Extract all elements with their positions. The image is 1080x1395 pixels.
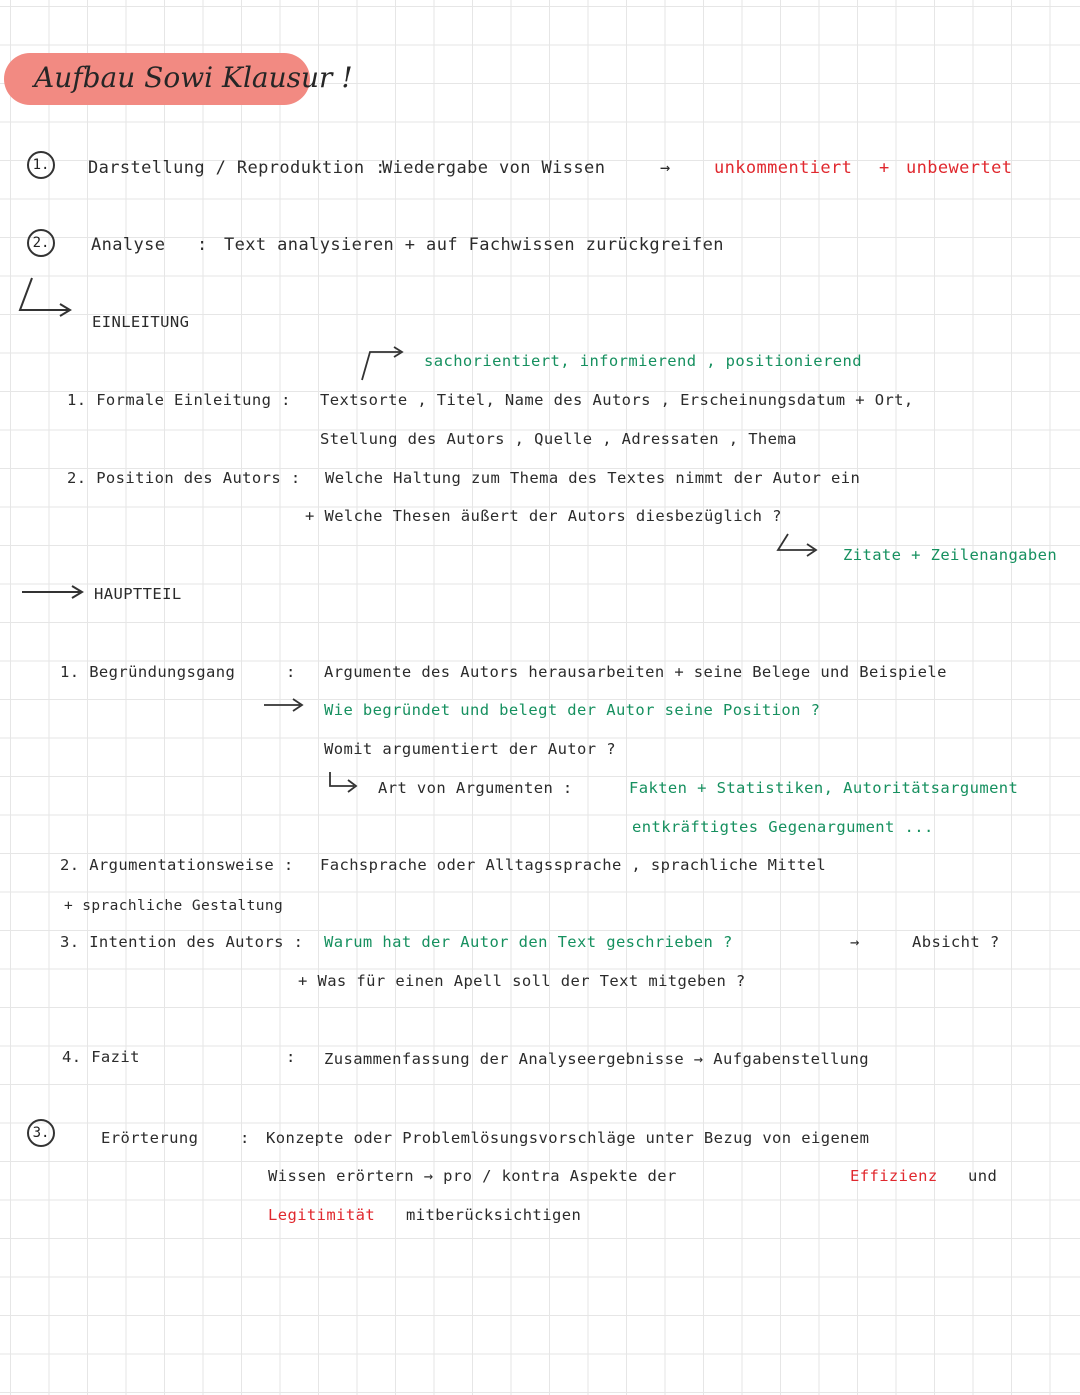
- hauptteil-item1-label: 1. Begründungsgang: [60, 663, 236, 681]
- hauptteil-item1-line4b: Fakten + Statistiken, Autoritätsargument: [629, 779, 1019, 797]
- s3-line3b: mitberücksichtigen: [406, 1206, 582, 1224]
- s3-line2b: und: [968, 1167, 998, 1185]
- einleitung-item1-line2: Stellung des Autors , Quelle , Adressaten , Thema: [320, 430, 797, 448]
- einleitung-heading: EINLEITUNG: [92, 313, 190, 331]
- einleitung-item1-line1: Textsorte , Titel, Name des Autors , Erscheinungsdatum + Ort,: [320, 391, 914, 409]
- s2-colon: :: [197, 235, 208, 255]
- hauptteil-heading: HAUPTTEIL: [94, 585, 182, 603]
- einleitung-item2-line2: + Welche Thesen äußert der Autors diesbezüglich ?: [305, 507, 782, 525]
- section-number-1: 1.: [27, 151, 55, 179]
- s3-line2a: Wissen erörtern → pro / kontra Aspekte der: [268, 1167, 677, 1185]
- hauptteil-item1-line1: Argumente des Autors herausarbeiten + seine Belege und Beispiele: [324, 663, 947, 681]
- einleitung-item2-sub: Zitate + Zeilenangaben: [843, 546, 1058, 564]
- hauptteil-item1-colon: :: [286, 663, 296, 681]
- s3-colon: :: [240, 1129, 250, 1147]
- s2-label: Analyse: [91, 235, 166, 255]
- hauptteil-item3-line1: Warum hat der Autor den Text geschrieben ?: [324, 933, 733, 951]
- page-title: Aufbau Sowi Klausur !: [34, 61, 353, 94]
- argumente-arrow-icon: [326, 770, 360, 794]
- zitate-arrow-icon: [774, 532, 824, 556]
- s1-arrow: →: [660, 158, 671, 178]
- einleitung-branch: sachorientiert, informierend , positionierend: [424, 352, 862, 370]
- s1-red-unbewertet: unbewertet: [906, 158, 1013, 178]
- hauptteil-item2-sub: + sprachliche Gestaltung: [64, 898, 284, 914]
- section-number-2: 2.: [27, 229, 55, 257]
- hauptteil-item1-line4a: Art von Argumenten :: [378, 779, 573, 797]
- s3-line3-legitimitaet: Legitimität: [268, 1206, 376, 1224]
- hauptteil-item1-line3: Womit argumentiert der Autor ?: [324, 740, 616, 758]
- hauptteil-arrow-icon: [20, 582, 84, 602]
- s3-label: Erörterung: [101, 1129, 199, 1147]
- einleitung-item2-line1: Welche Haltung zum Thema des Textes nimmt der Autor ein: [325, 469, 861, 487]
- hauptteil-item1-line5: entkräftigtes Gegenargument ...: [632, 818, 934, 836]
- hauptteil-item3-label: 3. Intention des Autors :: [60, 933, 304, 951]
- corner-arrow-icon: [16, 276, 76, 316]
- s3-line1: Konzepte oder Problemlösungsvorschläge unter Bezug von eigenem: [266, 1129, 870, 1147]
- einleitung-item2-label: 2. Position des Autors :: [67, 469, 301, 487]
- hauptteil-item4-label: 4. Fazit: [62, 1048, 140, 1066]
- hauptteil-item3-arrow: →: [850, 933, 860, 951]
- einleitung-item1-label: 1. Formale Einleitung :: [67, 391, 291, 409]
- hauptteil-item2-label: 2. Argumentationsweise :: [60, 856, 294, 874]
- s3-line2-effizienz: Effizienz: [850, 1167, 938, 1185]
- s1-label: Darstellung / Reproduktion :: [88, 158, 386, 178]
- hauptteil-item2-line1: Fachsprache oder Alltagssprache , sprachliche Mittel: [320, 856, 827, 874]
- hauptteil-item3-absicht: Absicht ?: [912, 933, 1000, 951]
- hauptteil-item4-colon: :: [286, 1048, 296, 1066]
- section-number-3: 3.: [27, 1119, 55, 1147]
- branch-arrow-icon: [356, 346, 416, 382]
- s1-red-unkommentiert: unkommentiert: [714, 158, 853, 178]
- s1-text: Wiedergabe von Wissen: [382, 158, 606, 178]
- hauptteil-item4-text: Zusammenfassung der Analyseergebnisse → Aufgabenstellung: [324, 1050, 869, 1068]
- s1-plus: +: [879, 158, 890, 178]
- hauptteil-item3-line2: + Was für einen Apell soll der Text mitgeben ?: [298, 972, 746, 990]
- hauptteil-item1-line2: Wie begründet und belegt der Autor seine Position ?: [324, 701, 821, 719]
- begruendung-arrow-icon: [262, 697, 306, 713]
- s2-text: Text analysieren + auf Fachwissen zurückgreifen: [224, 235, 724, 255]
